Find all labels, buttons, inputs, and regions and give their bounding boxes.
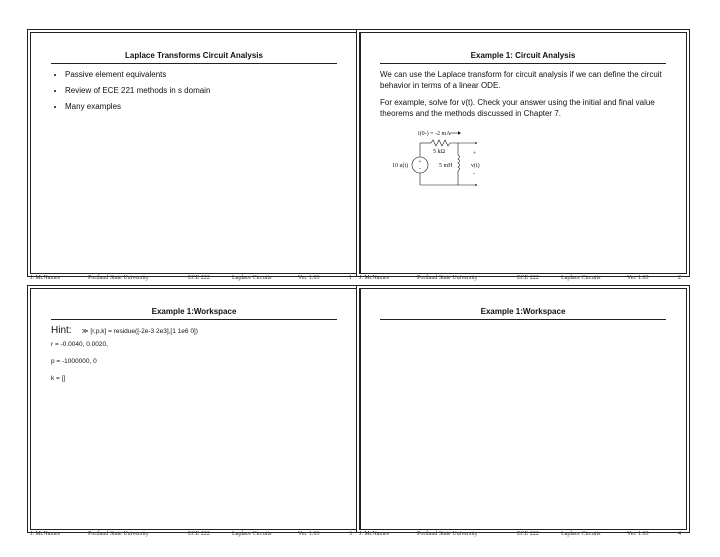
slide-4 xyxy=(359,288,687,530)
slide-2-body xyxy=(380,69,670,125)
current-label: i(0-) = -2 mA xyxy=(418,131,451,137)
footer-page: 4 xyxy=(678,531,681,537)
slide-3-title: Example 1:Workspace xyxy=(51,307,337,320)
footer-topic: Laplace Circuits xyxy=(232,275,272,281)
resistor-icon xyxy=(431,140,450,146)
hint-command: ≫ [r,p,k] = residue([-2e-3 2e3],[1 1e6 0]) xyxy=(81,328,198,335)
footer-4 xyxy=(359,531,685,541)
footer-version: Ver. 1.63 xyxy=(627,275,649,281)
source-label: 10 u(t) xyxy=(392,163,409,169)
bullet-item: • Many examples xyxy=(65,101,341,112)
footer-university: Portland State University xyxy=(417,531,478,537)
slide-4-title: Example 1:Workspace xyxy=(380,307,666,320)
paragraph-1: We can use the Laplace transform for circuit analysis if we can define the circuit behavior in terms of a linear ODE. xyxy=(380,70,662,90)
footer-author: J. McNames xyxy=(359,531,389,537)
hint-label: Hint: xyxy=(51,325,72,336)
footer-version: Ver. 1.63 xyxy=(627,531,649,537)
slide-3 xyxy=(30,288,358,530)
footer-version: Ver. 1.63 xyxy=(298,275,320,281)
footer-page: 3 xyxy=(349,531,352,537)
slide-1-body xyxy=(51,69,341,117)
footer-university: Portland State University xyxy=(88,275,149,281)
minus-label: - xyxy=(473,171,475,177)
footer-course: ECE 222 xyxy=(517,275,539,281)
resistor-label: 5 kΩ xyxy=(433,149,445,155)
hint-line xyxy=(51,325,341,337)
footer-university: Portland State University xyxy=(88,531,149,537)
footer-course: ECE 222 xyxy=(188,275,210,281)
circuit-diagram xyxy=(392,127,496,205)
footer-page: 2 xyxy=(678,275,681,281)
bullet-item: • Review of ECE 221 methods in s domain xyxy=(65,85,341,96)
footer-topic: Laplace Circuits xyxy=(561,275,601,281)
result-p: p = -1000000, 0 xyxy=(51,358,97,365)
slide-2 xyxy=(359,32,687,274)
footer-university: Portland State University xyxy=(417,275,478,281)
slide-2-title: Example 1: Circuit Analysis xyxy=(380,51,666,64)
footer-1 xyxy=(30,275,356,285)
inductor-icon xyxy=(458,155,460,171)
footer-version: Ver. 1.63 xyxy=(298,531,320,537)
inductor-label: 5 mH xyxy=(439,163,453,169)
slide-1-title: Laplace Transforms Circuit Analysis xyxy=(51,51,337,64)
footer-topic: Laplace Circuits xyxy=(561,531,601,537)
footer-page: 1 xyxy=(349,275,352,281)
source-plus: + xyxy=(418,159,422,166)
slide-3-body xyxy=(51,325,341,390)
paragraph-2: For example, solve for v(t). Check your answer using the initial and final value theorems and the methods discussed in Chapter 7. xyxy=(380,98,655,118)
footer-author: J. McNames xyxy=(30,531,60,537)
footer-3 xyxy=(30,531,356,541)
bullet-item: • Passive element equivalents xyxy=(65,69,341,80)
result-r: r = -0.0040, 0.0020, xyxy=(51,341,108,348)
source-minus: - xyxy=(418,166,421,173)
footer-author: J. McNames xyxy=(359,275,389,281)
result-k: k = [] xyxy=(51,375,66,382)
slide-1 xyxy=(30,32,358,274)
footer-course: ECE 222 xyxy=(188,531,210,537)
footer-topic: Laplace Circuits xyxy=(232,531,272,537)
terminal-icon xyxy=(475,142,477,144)
bullet-list xyxy=(51,69,341,112)
voltage-label: v(t) xyxy=(471,163,480,169)
footer-course: ECE 222 xyxy=(517,531,539,537)
terminal-icon xyxy=(475,184,477,186)
plus-label: + xyxy=(473,151,477,157)
footer-2 xyxy=(359,275,685,285)
arrow-right-icon xyxy=(458,131,461,134)
footer-author: J. McNames xyxy=(30,275,60,281)
